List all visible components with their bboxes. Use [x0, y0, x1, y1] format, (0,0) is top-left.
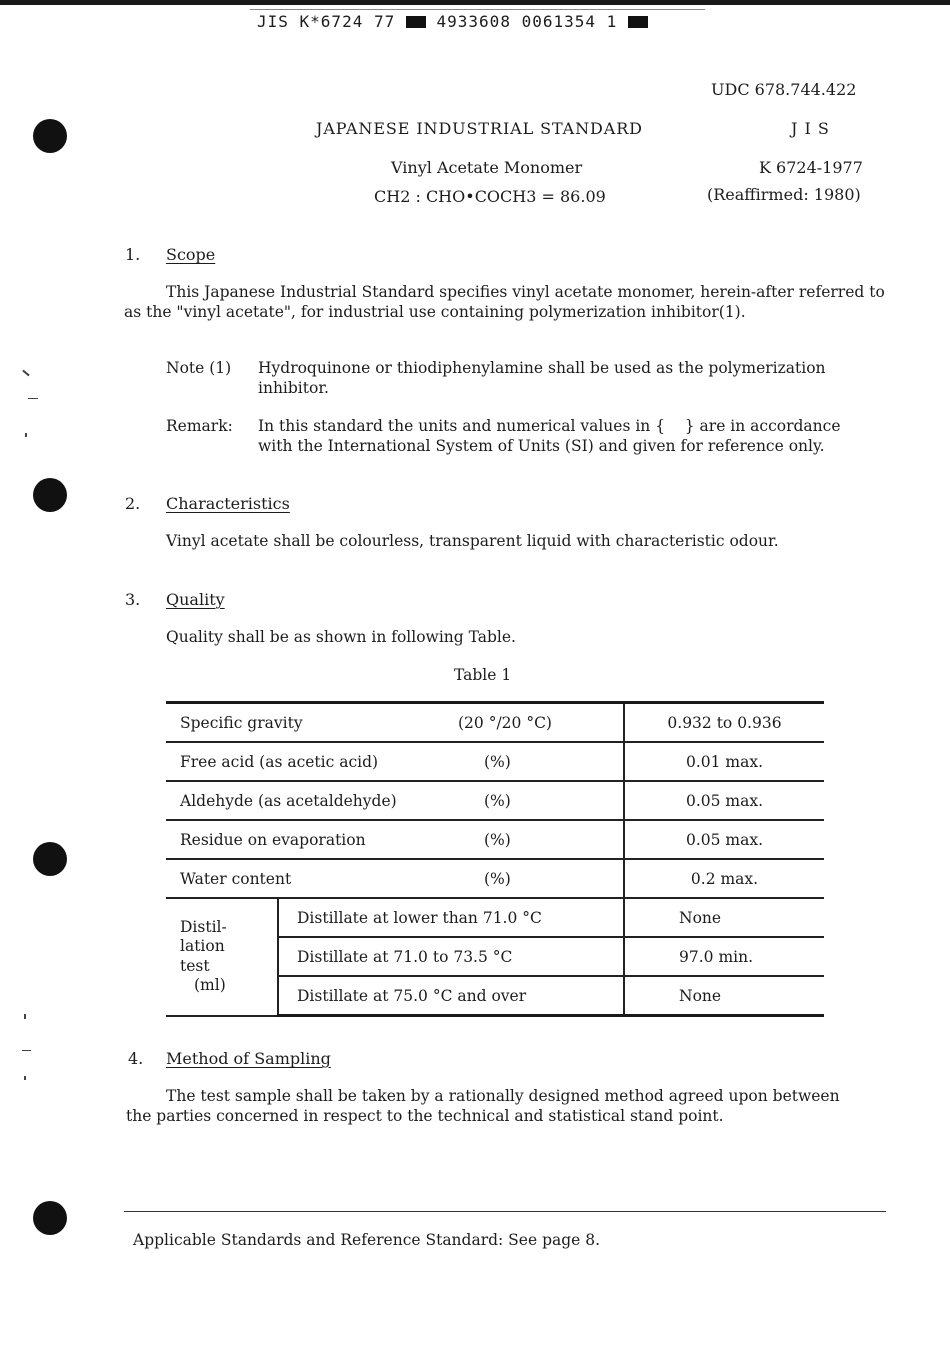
scan-speck — [24, 1014, 26, 1019]
table-row — [166, 898, 824, 937]
value-cell: 0.01 max. — [624, 742, 824, 781]
section-number: 2. — [125, 494, 141, 513]
value-cell: 0.05 max. — [624, 781, 824, 820]
sampling-body: The test sample shall be taken by a rationally designed method agreed upon between the parties concerned in respect to the technical and statistical stand point. — [126, 1087, 840, 1125]
value-cell: 0.2 max. — [624, 859, 824, 898]
binder-hole — [33, 842, 67, 876]
unit-cell: (%) — [458, 742, 624, 781]
binder-hole — [33, 478, 67, 512]
scan-top-border — [0, 0, 950, 5]
redaction-block-icon — [406, 16, 426, 28]
property-cell: Water content — [166, 859, 458, 898]
scope-body: This Japanese Industrial Standard specifies vinyl acetate monomer, herein-after referred to as the "vinyl acetate", for industrial use containing polymerization inhibitor(1). — [124, 283, 885, 321]
section-number: 4. — [128, 1049, 144, 1068]
table-row — [166, 820, 824, 859]
section-title-scope: Scope — [166, 245, 216, 264]
note-text: Hydroquinone or thiodiphenylamine shall be used as the polymerization inhibitor. — [258, 359, 826, 397]
remark-text: In this standard the units and numerical values in { } are in accordance with the International System of Units (SI) and given for reference only. — [258, 417, 846, 455]
value-cell: 0.05 max. — [624, 820, 824, 859]
property-cell: Free acid (as acetic acid) — [166, 742, 458, 781]
standard-number: K 6724-1977 — [759, 158, 863, 177]
section-number: 1. — [125, 245, 141, 264]
quality-table — [166, 701, 824, 1017]
property-cell: Aldehyde (as acetaldehyde) — [166, 781, 458, 820]
footer-divider — [124, 1211, 886, 1212]
standard-name: JAPANESE INDUSTRIAL STANDARD — [316, 119, 643, 138]
scan-top-line — [250, 9, 705, 10]
distillation-label: Distil- lation test (ml) — [166, 898, 278, 1016]
footer-note: Applicable Standards and Reference Standard: See page 8. — [133, 1231, 601, 1249]
section-number: 3. — [125, 590, 141, 609]
unit-cell: (20 °/20 °C) — [458, 703, 624, 743]
property-cell: Specific gravity — [166, 703, 458, 743]
scan-speck — [25, 433, 27, 437]
table-row — [166, 742, 824, 781]
scan-speck — [28, 398, 38, 399]
redaction-block-icon — [628, 16, 648, 28]
jis-label: J I S — [791, 119, 830, 138]
value-cell: 0.932 to 0.936 — [624, 703, 824, 743]
udc-code: UDC 678.744.422 — [711, 80, 857, 99]
table-row — [166, 703, 824, 743]
reaffirmed-date: (Reaffirmed: 1980) — [707, 185, 861, 204]
section-title-sampling: Method of Sampling — [166, 1049, 331, 1068]
document-code: JIS K*6724 77 4933608 0061354 1 — [257, 12, 648, 31]
unit-cell: (%) — [458, 820, 624, 859]
chemical-formula: CH2 : CHO•COCH3 = 86.09 — [374, 187, 606, 206]
distillation-condition: Distillate at 75.0 °C and over — [278, 976, 624, 1016]
quality-body: Quality shall be as shown in following Table. — [166, 628, 516, 646]
remark-label: Remark: — [166, 417, 233, 435]
scan-speck — [22, 1050, 31, 1051]
characteristics-body: Vinyl acetate shall be colourless, transparent liquid with characteristic odour. — [166, 532, 779, 550]
scan-speck — [24, 1076, 26, 1080]
value-cell: None — [624, 898, 824, 937]
scan-speck — [22, 370, 29, 377]
table-row — [166, 781, 824, 820]
unit-cell: (%) — [458, 781, 624, 820]
property-cell: Residue on evaporation — [166, 820, 458, 859]
binder-hole — [33, 119, 67, 153]
section-title-quality: Quality — [166, 590, 225, 609]
value-cell: None — [624, 976, 824, 1016]
unit-cell: (%) — [458, 859, 624, 898]
value-cell: 97.0 min. — [624, 937, 824, 976]
section-title-characteristics: Characteristics — [166, 494, 290, 513]
binder-hole — [33, 1201, 67, 1235]
distillation-condition: Distillate at 71.0 to 73.5 °C — [278, 937, 624, 976]
distillation-condition: Distillate at lower than 71.0 °C — [278, 898, 624, 937]
page-title: Vinyl Acetate Monomer — [391, 158, 583, 177]
table-row — [166, 859, 824, 898]
table-caption: Table 1 — [454, 666, 512, 684]
note-label: Note (1) — [166, 359, 232, 377]
